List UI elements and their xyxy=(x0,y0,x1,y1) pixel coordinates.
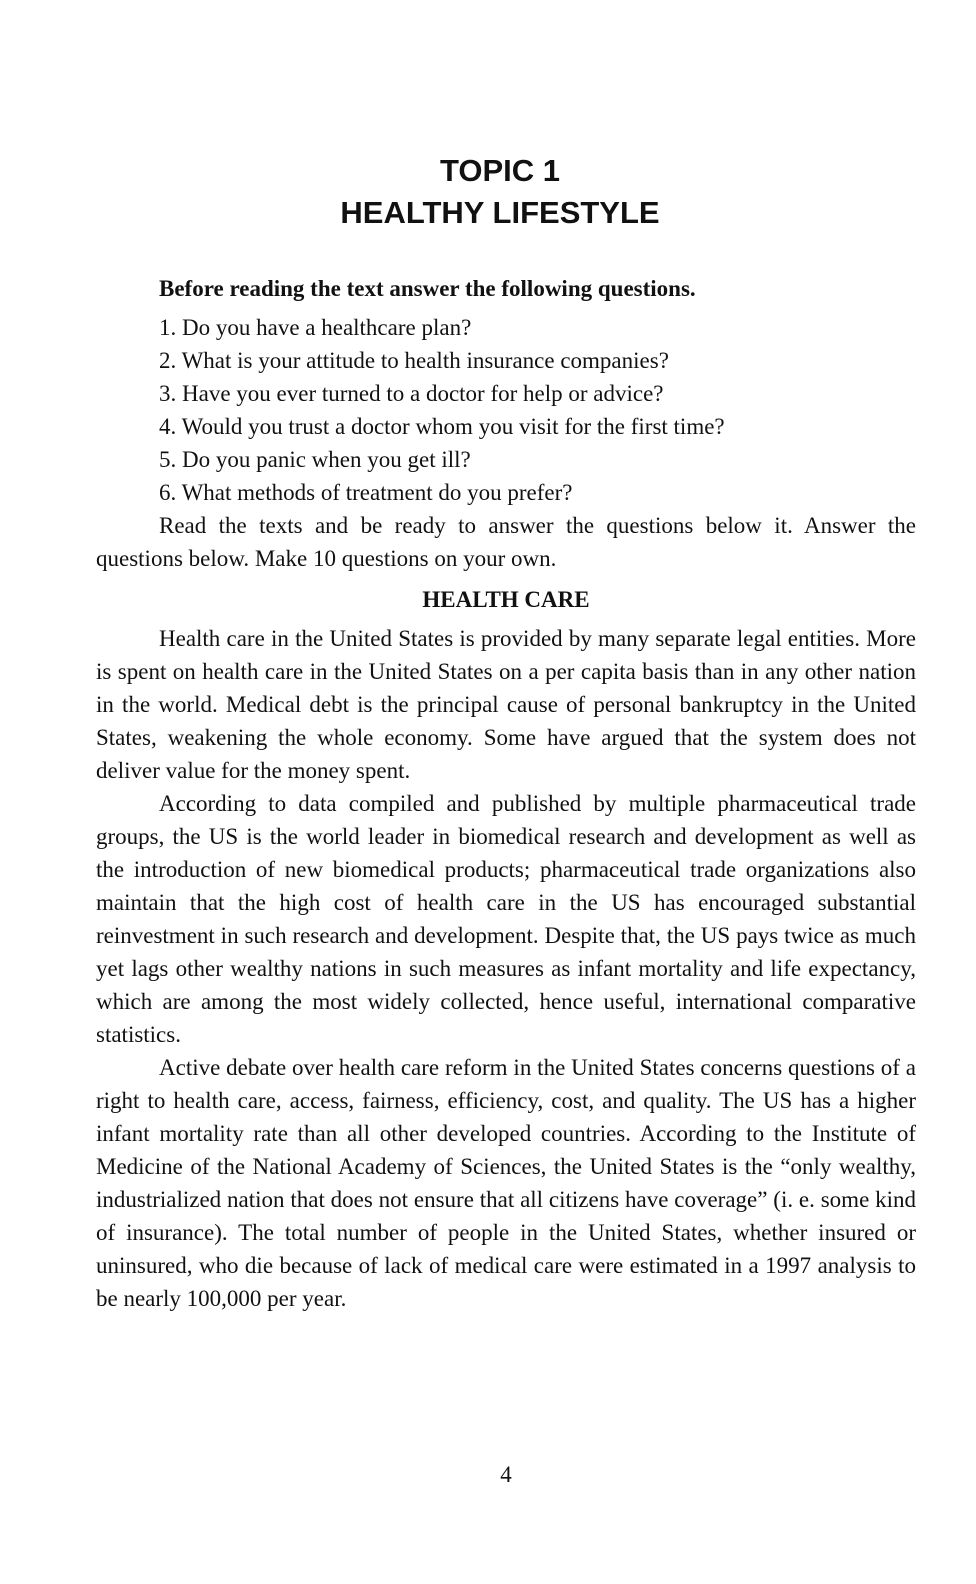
article xyxy=(96,583,916,1315)
question-item: 3. Have you ever turned to a doctor for help or advice? xyxy=(159,381,664,406)
prereading-heading: Before reading the text answer the following questions. xyxy=(159,276,696,301)
article-paragraph: Health care in the United States is provided by many separate legal entities. More is spent on health care in the United States on a per capita basis than in any other nation in the world. Medical debt is the principal cause of personal bankruptcy in the United States, weakening the whole economy. Some have argued that the system does not deliver value for the money spent. xyxy=(96,626,916,783)
topic-number: TOPIC 1 xyxy=(439,153,561,188)
question-item: 1. Do you have a healthcare plan? xyxy=(159,315,472,340)
question-item: 5. Do you panic when you get ill? xyxy=(159,447,471,472)
article-paragraph: According to data compiled and published by multiple pharmaceutical trade groups, the US is the world leader in biomedical research and development as well as the introduction of new biomedical products; pharmaceutical trade organizations also maintain that the high cost of health care in the US has encouraged substantial reinvestment in such research and development. Despite that, the US pays twice as much yet lags other wealthy nations in such measures as infant mortality and life expectancy, which are among the most widely collected, hence useful, international comparative statistics. xyxy=(96,791,916,1047)
question-item: 4. Would you trust a doctor whom you visit for the first time? xyxy=(159,414,725,439)
question-item: 6. What methods of treatment do you prefer? xyxy=(159,480,573,505)
task-instructions: Read the texts and be ready to answer the questions below it. Answer the questions below. Make 10 questions on your own. xyxy=(96,513,916,571)
topic-heading xyxy=(96,150,916,234)
topic-title: HEALTHY LIFESTYLE xyxy=(340,195,660,230)
prereading-section xyxy=(96,272,916,575)
article-paragraph: Active debate over health care reform in the United States concerns questions of a right to health care, access, fairness, efficiency, cost, and quality. The US has a higher infant mortality rate than all other developed countries. According to the Institute of Medicine of the National Academy of Sciences, the United States is the “only wealthy, industrialized nation that does not ensure that all citizens have coverage” (i. e. some kind of insurance). The total number of people in the United States, whether insured or uninsured, who die because of lack of medical care were estimated in a 1997 analysis to be nearly 100,000 per year. xyxy=(96,1055,916,1311)
page-number: 4 xyxy=(500,1462,512,1487)
question-item: 2. What is your attitude to health insurance companies? xyxy=(159,348,669,373)
page-content xyxy=(96,150,916,1315)
article-title: HEALTH CARE xyxy=(422,587,590,612)
question-list xyxy=(96,311,916,509)
